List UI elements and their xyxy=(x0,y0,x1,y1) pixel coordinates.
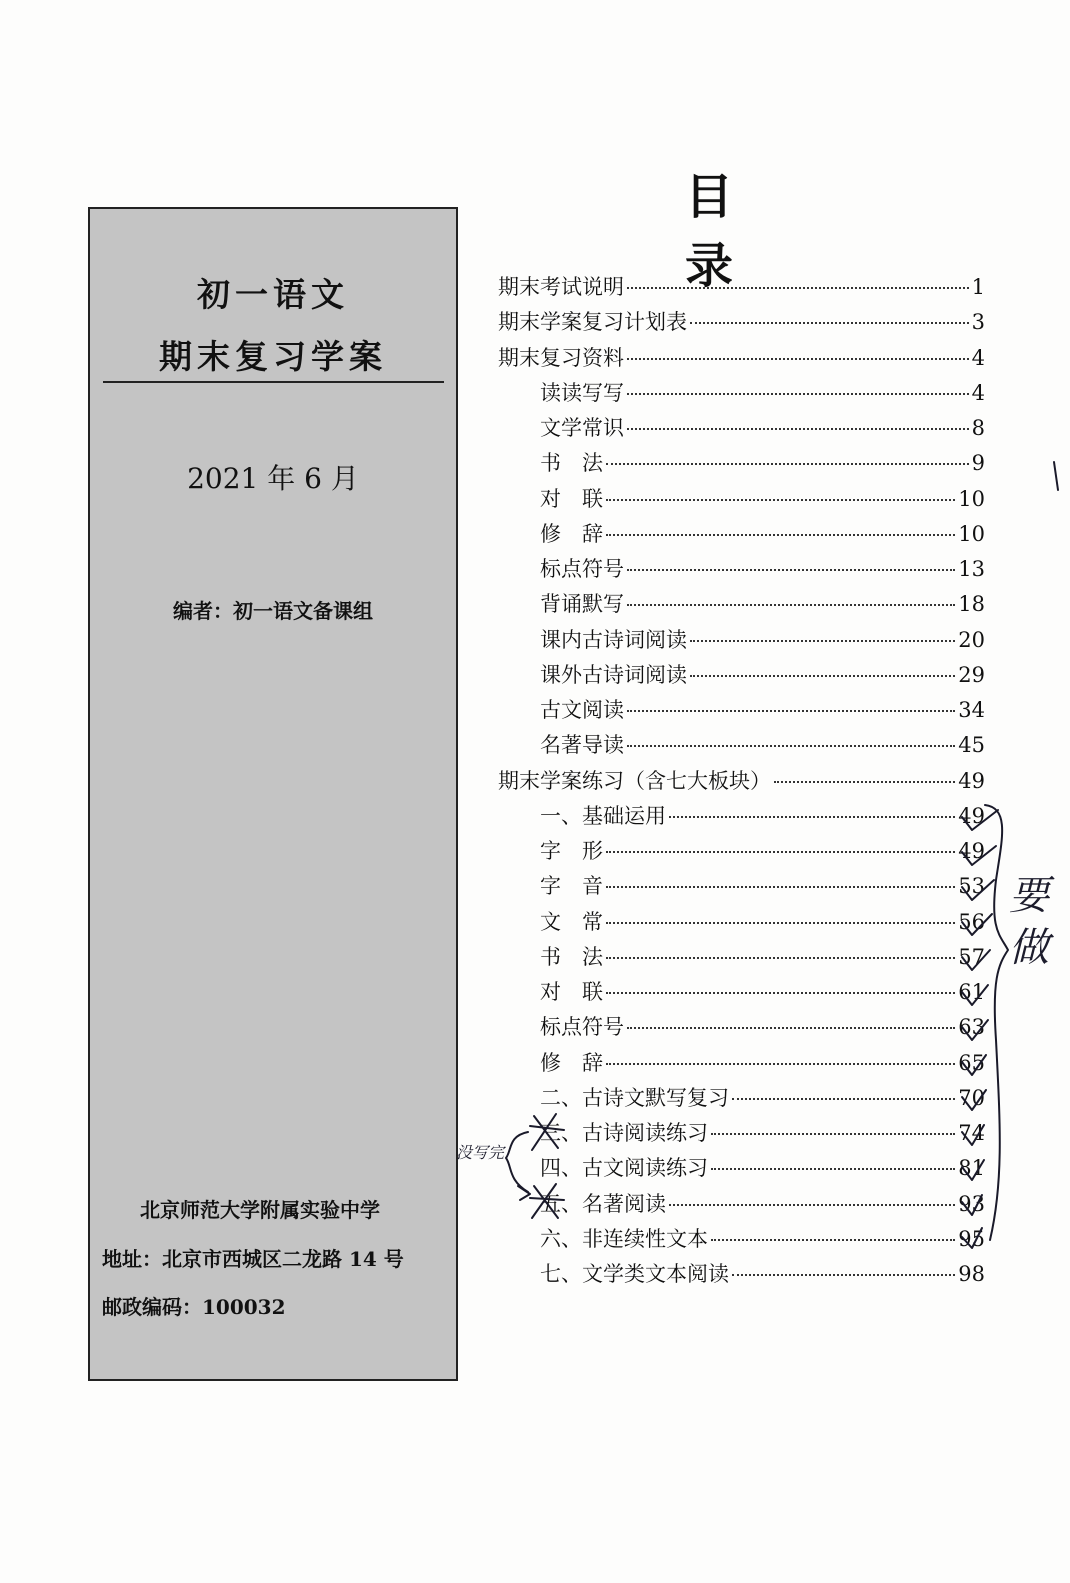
toc-subsection-entry xyxy=(540,625,985,655)
toc-page-number: 98 xyxy=(958,1262,985,1286)
toc-leader-dots xyxy=(627,569,955,571)
toc-page-number: 74 xyxy=(958,1121,985,1145)
toc-subsection-entry xyxy=(540,836,985,866)
toc-subsection-entry xyxy=(540,907,985,937)
toc-entry-label: 期末考试说明 xyxy=(498,275,624,299)
toc-leader-dots xyxy=(606,992,955,994)
toc-entry-label: 名著导读 xyxy=(540,733,624,757)
cover-date: 2021 年 6 月 xyxy=(187,462,359,495)
cover-postal-code: 邮政编码：100032 xyxy=(102,1295,286,1319)
toc-leader-dots xyxy=(606,499,955,501)
toc-page-number: 81 xyxy=(958,1156,985,1180)
toc-entry-label: 课外古诗词阅读 xyxy=(540,663,687,687)
toc-entry-label: 课内古诗词阅读 xyxy=(540,628,687,652)
toc-leader-dots xyxy=(606,534,955,536)
toc-page-number: 65 xyxy=(958,1051,985,1075)
toc-entry-label: 书 法 xyxy=(540,945,603,969)
toc-entry-label: 五、名著阅读 xyxy=(540,1192,666,1216)
toc-page-number: 63 xyxy=(958,1015,985,1039)
toc-page-number: 18 xyxy=(958,592,985,616)
toc-subsection-entry xyxy=(540,1259,985,1289)
toc-page-number: 29 xyxy=(958,663,985,687)
toc-subsection-entry xyxy=(540,1012,985,1042)
toc-entry-label: 期末复习资料 xyxy=(498,346,624,370)
toc-subsection-entry xyxy=(540,589,985,619)
toc-entry-label: 四、古文阅读练习 xyxy=(540,1156,708,1180)
toc-subsection-entry xyxy=(540,378,985,408)
toc-page-number: 13 xyxy=(958,557,985,581)
toc-section-entry xyxy=(498,272,985,302)
toc-leader-dots xyxy=(627,745,955,747)
toc-page-number: 53 xyxy=(958,874,985,898)
toc-page-number: 10 xyxy=(958,487,985,511)
cover-title-main: 期末复习学案 xyxy=(159,337,387,376)
toc-leader-dots xyxy=(606,1063,955,1065)
toc-page-number: 49 xyxy=(958,839,985,863)
toc-subsection-entry xyxy=(540,695,985,725)
toc-leader-dots xyxy=(606,463,969,465)
toc-page-number: 34 xyxy=(958,698,985,722)
toc-entry-label: 修 辞 xyxy=(540,1051,603,1075)
toc-entry-label: 文 常 xyxy=(540,910,603,934)
handwritten-note-to-do: 要 做 xyxy=(1009,873,1049,971)
toc-leader-dots xyxy=(627,710,955,712)
toc-page-number: 3 xyxy=(971,310,985,334)
cover-title-subject: 初一语文 xyxy=(197,275,349,314)
toc-leader-dots xyxy=(627,604,955,606)
toc-title: 目 录 xyxy=(685,169,756,294)
toc-entry-label: 修 辞 xyxy=(540,522,603,546)
toc-leader-dots xyxy=(711,1133,955,1135)
toc-leader-dots xyxy=(606,886,955,888)
toc-entry-label: 期末学案练习（含七大板块） xyxy=(498,769,771,793)
toc-subsection-entry xyxy=(540,1048,985,1078)
toc-page-number: 95 xyxy=(958,1227,985,1251)
toc-leader-dots xyxy=(627,1027,955,1029)
toc-subsection-entry xyxy=(540,1189,985,1219)
toc-entry-label: 一、基础运用 xyxy=(540,804,666,828)
toc-subsection-entry xyxy=(540,1153,985,1183)
toc-section-entry xyxy=(498,766,985,796)
toc-subsection-entry xyxy=(540,554,985,584)
toc-leader-dots xyxy=(669,1204,955,1206)
toc-page-number: 10 xyxy=(958,522,985,546)
toc-entry-label: 标点符号 xyxy=(540,1015,624,1039)
toc-leader-dots xyxy=(627,287,969,289)
toc-page-number: 45 xyxy=(958,733,985,757)
toc-page-number: 4 xyxy=(971,381,985,405)
toc-page-number: 70 xyxy=(958,1086,985,1110)
toc-leader-dots xyxy=(690,322,969,324)
toc-section-entry xyxy=(498,307,985,337)
toc-entry-label: 读读写写 xyxy=(540,381,624,405)
toc-leader-dots xyxy=(627,358,969,360)
toc-subsection-entry xyxy=(540,1118,985,1148)
toc-entry-label: 字 音 xyxy=(540,874,603,898)
toc-page-number: 4 xyxy=(971,346,985,370)
toc-leader-dots xyxy=(774,781,955,783)
toc-subsection-entry xyxy=(540,1083,985,1113)
toc-page-number: 49 xyxy=(958,804,985,828)
cover-editor: 编者：初一语文备课组 xyxy=(173,599,373,623)
toc-page-number: 1 xyxy=(971,275,985,299)
toc-leader-dots xyxy=(711,1239,955,1241)
toc-entry-label: 六、非连续性文本 xyxy=(540,1227,708,1251)
toc-page-number: 56 xyxy=(958,910,985,934)
toc-entry-label: 二、古诗文默写复习 xyxy=(540,1086,729,1110)
toc-leader-dots xyxy=(711,1168,955,1170)
toc-leader-dots xyxy=(606,851,955,853)
cover-address: 地址：北京市西城区二龙路 14 号 xyxy=(102,1247,404,1271)
toc-subsection-entry xyxy=(540,977,985,1007)
toc-entry-label: 书 法 xyxy=(540,451,603,475)
toc-subsection-entry xyxy=(540,871,985,901)
toc-page-number: 8 xyxy=(971,416,985,440)
toc-entry-label: 古文阅读 xyxy=(540,698,624,722)
toc-subsection-entry xyxy=(540,1224,985,1254)
toc-page-number: 61 xyxy=(958,980,985,1004)
toc-leader-dots xyxy=(690,640,955,642)
toc-leader-dots xyxy=(690,675,955,677)
toc-entry-label: 文学常识 xyxy=(540,416,624,440)
toc-leader-dots xyxy=(606,922,955,924)
toc-leader-dots xyxy=(732,1274,955,1276)
toc-entry-label: 标点符号 xyxy=(540,557,624,581)
toc-subsection-entry xyxy=(540,942,985,972)
toc-page-number: 9 xyxy=(971,451,985,475)
toc-entry-label: 七、文学类文本阅读 xyxy=(540,1262,729,1286)
toc-entry-label: 三、古诗阅读练习 xyxy=(540,1121,708,1145)
toc-page-number: 57 xyxy=(958,945,985,969)
toc-subsection-entry xyxy=(540,660,985,690)
toc-leader-dots xyxy=(627,428,969,430)
toc-entry-label: 背诵默写 xyxy=(540,592,624,616)
toc-entry-label: 期末学案复习计划表 xyxy=(498,310,687,334)
cover-school: 北京师范大学附属实验中学 xyxy=(140,1198,380,1222)
handwritten-note-unfinished: 没写完 xyxy=(456,1143,505,1162)
toc-subsection-entry xyxy=(540,448,985,478)
toc-entry-label: 对 联 xyxy=(540,487,603,511)
toc-subsection-entry xyxy=(540,801,985,831)
toc-page-number: 49 xyxy=(958,769,985,793)
toc-entry-label: 字 形 xyxy=(540,839,603,863)
toc-subsection-entry xyxy=(540,484,985,514)
toc-entry-label: 对 联 xyxy=(540,980,603,1004)
toc-leader-dots xyxy=(606,957,955,959)
toc-leader-dots xyxy=(627,393,969,395)
toc-section-entry xyxy=(498,343,985,373)
toc-leader-dots xyxy=(732,1098,955,1100)
toc-page-number: 20 xyxy=(958,628,985,652)
toc-leader-dots xyxy=(669,816,955,818)
toc-subsection-entry xyxy=(540,730,985,760)
toc-subsection-entry xyxy=(540,413,985,443)
toc-page-number: 93 xyxy=(958,1192,985,1216)
toc-subsection-entry xyxy=(540,519,985,549)
